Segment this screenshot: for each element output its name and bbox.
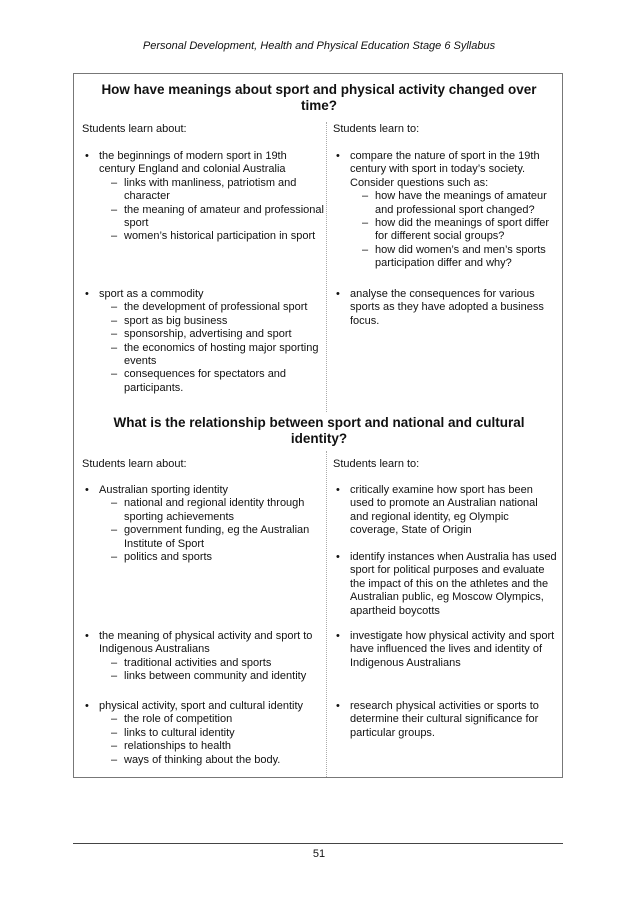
learn-about-item: [82, 150, 324, 244]
sub-item: – links to cultural identity: [109, 727, 324, 740]
sub-item: – traditional activities and sports: [109, 657, 324, 670]
learn-to-item: [333, 150, 558, 271]
item-text: analyse the consequences for various sports as they have adopted a business focus.: [350, 288, 544, 327]
learn-about-item: [82, 630, 324, 684]
bullet: •: [336, 551, 340, 563]
right-column-label: Students learn to:: [333, 123, 420, 135]
sub-item: – ways of thinking about the body.: [109, 754, 324, 767]
section-title-line: identity?: [290, 431, 348, 446]
bullet: •: [336, 484, 340, 496]
sub-item: – politics and sports: [109, 551, 324, 564]
bullet: •: [85, 484, 89, 496]
sub-item: – how have the meanings of amateur and professional sport changed?: [360, 190, 558, 217]
syllabus-content-table: [73, 73, 563, 778]
learn-to-item: [333, 551, 558, 618]
footer-rule: [73, 843, 563, 844]
item-text: research physical activities or sports to determine their cultural significance for particular groups.: [350, 700, 539, 739]
bullet: •: [336, 150, 340, 162]
column-divider: [326, 451, 327, 777]
learn-about-item: [82, 484, 324, 564]
sub-item: – the meaning of amateur and professional sport: [109, 204, 324, 231]
item-text: physical activity, sport and cultural identity: [99, 700, 303, 712]
item-text: Australian sporting identity: [99, 484, 229, 496]
item-text: investigate how physical activity and sport have influenced the lives and identity of Indigenous Australians: [350, 630, 555, 669]
item-text: the meaning of physical activity and sport to Indigenous Australians: [99, 630, 313, 656]
learn-to-item: [333, 700, 558, 740]
item-text: identify instances when Australia has used sport for political purposes and evaluate the impact of this on the athletes and the Australian public, eg Moscow Olympics, apartheid boycotts: [350, 551, 557, 617]
bullet: •: [85, 150, 89, 162]
learn-to-item: [333, 484, 558, 538]
bullet: •: [336, 630, 340, 642]
learn-to-item: [333, 288, 558, 328]
bullet: •: [85, 288, 89, 300]
section-title-line: How have meanings about sport and physical activity changed over: [101, 82, 537, 97]
sub-item: – the role of competition: [109, 713, 324, 726]
section-title: [84, 415, 554, 447]
item-text: sport as a commodity: [99, 288, 204, 300]
sub-item: – women’s historical participation in sport: [109, 230, 324, 243]
bullet: •: [336, 288, 340, 300]
section-title: [84, 82, 554, 114]
item-text: the beginnings of modern sport in 19th century England and colonial Australia: [99, 150, 287, 176]
learn-about-item: [82, 700, 324, 767]
section-title-line: time?: [300, 98, 337, 113]
right-column-label: Students learn to:: [333, 458, 420, 470]
sub-item: – relationships to health: [109, 740, 324, 753]
sub-item: – how did women’s and men’s sports participation differ and why?: [360, 244, 558, 271]
sub-item: – sponsorship, advertising and sport: [109, 328, 324, 341]
sub-item: – government funding, eg the Australian Institute of Sport: [109, 524, 324, 551]
sub-item: – national and regional identity through sporting achievements: [109, 497, 324, 524]
sub-item: – sport as big business: [109, 315, 324, 328]
learn-to-item: [333, 630, 558, 670]
sub-item: – links with manliness, patriotism and character: [109, 177, 324, 204]
sub-item: – links between community and identity: [109, 670, 324, 683]
item-text: compare the nature of sport in the 19th century with sport in today’s society. Consider questions such as:: [350, 150, 540, 189]
sub-item: – the economics of hosting major sporting events: [109, 342, 324, 369]
item-text: critically examine how sport has been used to promote an Australian national and regional identity, eg Olympic coverage, State of Origin: [350, 484, 538, 537]
bullet: •: [85, 630, 89, 642]
bullet: •: [85, 700, 89, 712]
page-number: 51: [312, 848, 326, 860]
learn-about-item: [82, 288, 324, 395]
sub-item: – consequences for spectators and participants.: [109, 368, 324, 395]
section-title-line: What is the relationship between sport and national and cultural: [113, 415, 525, 430]
left-column-label: Students learn about:: [82, 458, 187, 470]
sub-item: – how did the meanings of sport differ for different social groups?: [360, 217, 558, 244]
sub-item: – the development of professional sport: [109, 301, 324, 314]
running-header: Personal Development, Health and Physical Education Stage 6 Syllabus: [142, 40, 496, 52]
left-column-label: Students learn about:: [82, 123, 187, 135]
column-divider: [326, 122, 327, 412]
bullet: •: [336, 700, 340, 712]
